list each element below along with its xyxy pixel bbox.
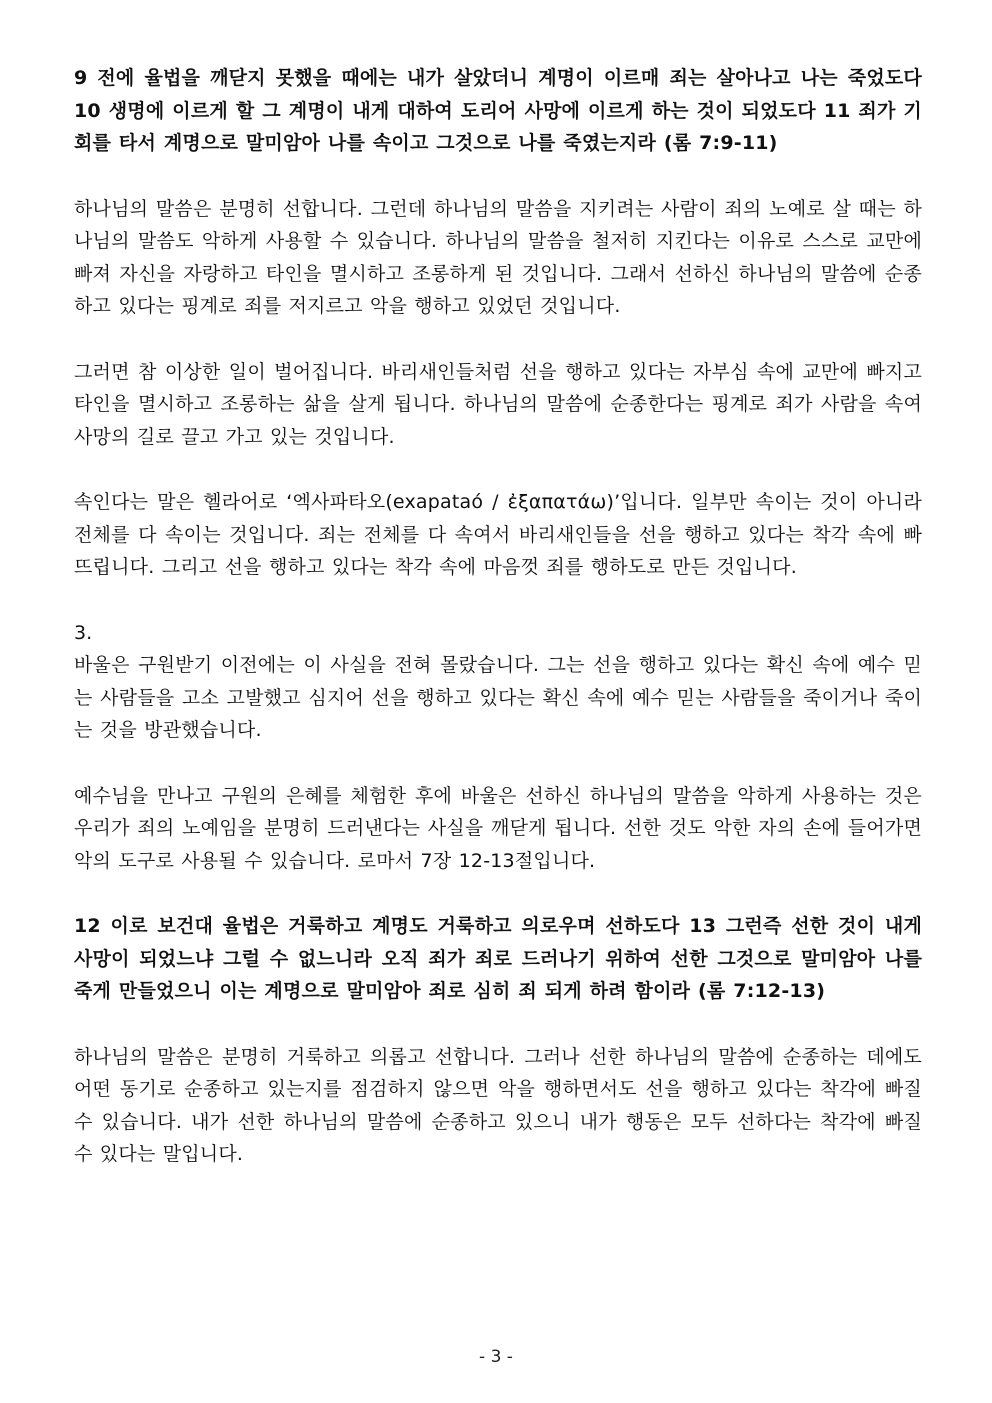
body-paragraph: 하나님의 말씀은 분명히 선합니다. 그런데 하나님의 말씀을 지키려는 사람이 죄의 노예로 살 때는 하나님의 말씀도 악하게 사용할 수 있습니다. 하나님의 말씀을 철저히 지킨다는 이유로 스스로 교만에 빠져 자신을 자랑하고 타인을 멸시하고 조롱하게 된 것입니다. 그래서 선하신 하나님의 말씀에 순종하고 있다는 핑계로 죄를 저지르고 악을 행하고 있었던 것입니다. — [74, 197, 922, 317]
section-number: 3. — [74, 621, 93, 644]
body-paragraph: 하나님의 말씀은 분명히 거룩하고 의롭고 선합니다. 그러나 선한 하나님의 말씀에 순종하는 데에도 어떤 동기로 순종하고 있는지를 점검하지 않으면 악을 행하면서도 선을 행하고 있다는 착각에 빠질 수 있습니다. 내가 선한 하나님의 말씀에 순종하고 있으니 내가 행동은 모두 선하다는 착각에 빠질 수 있다는 말입니다. — [74, 1045, 922, 1165]
body-paragraph: 그러면 참 이상한 일이 벌어집니다. 바리새인들처럼 선을 행하고 있다는 자부심 속에 교만에 빠지고 타인을 멸시하고 조롱하는 삶을 살게 됩니다. 하나님의 말씀에 순종한다는 핑계로 죄가 사람을 속여 사망의 길로 끌고 가고 있는 것입니다. — [74, 360, 922, 448]
body-paragraph: 예수님을 만나고 구원의 은혜를 체험한 후에 바울은 선하신 하나님의 말씀을 악하게 사용하는 것은 우리가 죄의 노예임을 분명히 드러낸다는 사실을 깨닫게 됩니다. 선한 것도 악한 자의 손에 들어가면 악의 도구로 사용될 수 있습니다. 로마서 7장 12-13절입니다. — [74, 784, 922, 872]
scripture-quote-romans-7-9-11: 9 전에 율법을 깨닫지 못했을 때에는 내가 살았더니 계명이 이르매 죄는 살아나고 나는 죽었도다 10 생명에 이르게 할 그 계명이 내게 대하여 도리어 사망에 이르게 하는 것이 되었도다 11 죄가 기회를 타서 계명으로 말미암아 나를 속이고 그것으로 나를 죽였는지라 (롬 7:9-11) — [74, 67, 922, 154]
body-paragraph: 속인다는 말은 헬라어로 ‘엑사파타오(exapataó / ἐξαπατάω)’입니다. 일부만 속이는 것이 아니라 전체를 다 속이는 것입니다. 죄는 전체를 다 속여서 바리새인들을 선을 행하고 있다는 착각 속에 빠뜨립니다. 그리고 선을 행하고 있다는 착각 속에 마음껏 죄를 행하도로 만든 것입니다. — [74, 491, 922, 578]
document-body — [74, 62, 922, 1171]
body-paragraph: 바울은 구원받기 이전에는 이 사실을 전혀 몰랐습니다. 그는 선을 행하고 있다는 확신 속에 예수 믿는 사람들을 고소 고발했고 심지어 선을 행하고 있다는 확신 속에 예수 믿는 사람들을 죽이거나 죽이는 것을 방관했습니다. — [74, 654, 922, 741]
scripture-quote-romans-7-12-13: 12 이로 보건대 율법은 거룩하고 계명도 거룩하고 의로우며 선하도다 13 그런즉 선한 것이 내게 사망이 되었느냐 그럴 수 없느니라 오직 죄가 죄로 드러나기 위하여 선한 그것으로 말미암아 나를 죽게 만들었으니 이는 계명으로 말미암아 죄로 심히 죄 되게 하려 함이라 (롬 7:12-13) — [74, 915, 922, 1002]
page-number: - 3 - — [479, 1347, 513, 1367]
